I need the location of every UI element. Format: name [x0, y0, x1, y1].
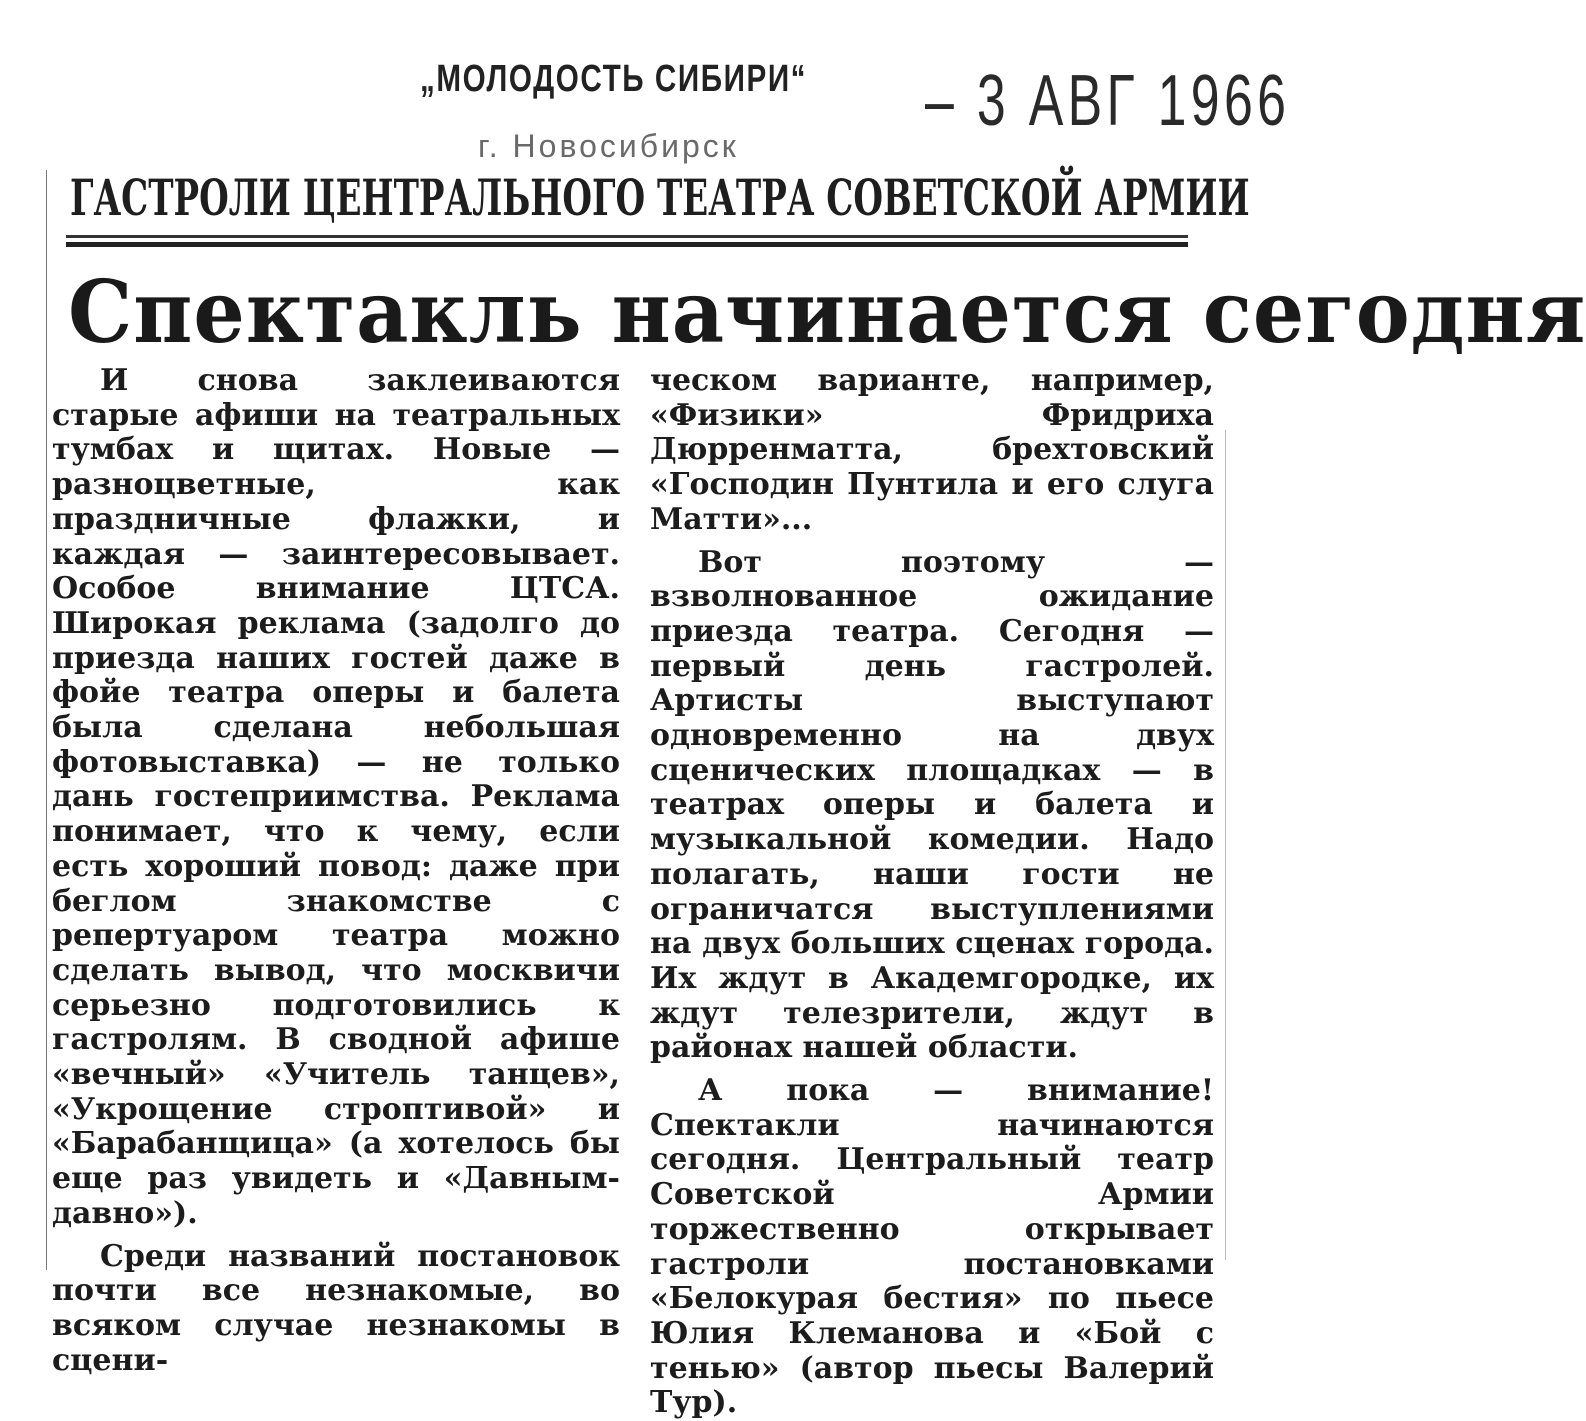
- paragraph: И снова заклеиваются старые афиши на театральных тумбах и щитах. Новые — разноцветные, как праздничные флажки, и каждая — заинтересовывает. Особое внимание ЦТСА. Широкая реклама (задолго до приезда наших гостей даже в фойе театра оперы и балета была сделана небольшая фотовыставка) — не только дань гостеприимства. Реклама понимает, что к чему, если есть хороший повод: даже при беглом знакомстве с репертуаром театра можно сделать вывод, что москвичи серьезно подготовились к гастролям. В сводной афише «вечный» «Учитель танцев», «Укрощение строптивой» и «Барабанщица» (а хотелось бы еще раз увидеть и «Давным-давно»).: [52, 363, 620, 1231]
- article-column-right: [650, 364, 1214, 1421]
- article-headline: Спектакль начинается сегодня: [68, 262, 1586, 363]
- date-stamp: – 3 АВГ 1966: [925, 61, 1291, 141]
- left-border-line: [46, 170, 47, 1270]
- rubric-heading: ГАСТРОЛИ ЦЕНТРАЛЬНОГО ТЕАТРА СОВЕТСКОЙ АРМИИ: [70, 168, 1250, 227]
- article-column-left: [52, 364, 620, 1378]
- paragraph: Вот поэтому — взволнованное ожидание приезда театра. Сегодня — первый день гастролей. Артисты выступают одновременно на двух сценических площадках — в театрах оперы и балета и музыкальной комедии. Надо полагать, наши гости не ограничатся выступлениями на двух больших сценах города. Их ждут в Академгородке, их ждут телезрители, ждут в районах нашей области.: [650, 544, 1214, 1066]
- right-border-line: [1225, 430, 1226, 1260]
- paragraph: ческом варианте, например, «Физики» Фридриха Дюрренматта, брехтовский «Господин Пунтила и его слуга Матти»...: [650, 363, 1214, 537]
- rubric-underline-thin: [66, 235, 1188, 238]
- newspaper-name: „МОЛОДОСТЬ СИБИРИ“: [420, 58, 808, 100]
- city-stamp: г. Новосибирск: [478, 128, 739, 164]
- rubric-underline-thick: [66, 242, 1188, 247]
- paragraph: Среди названий постановок почти все незнакомые, во всяком случае незнакомы в сцени-: [52, 1238, 620, 1378]
- paragraph: А пока — внимание! Спектакли начинаются сегодня. Центральный театр Советской Армии торжественно открывает гастроли постановками «Белокурая бестия» по пьесе Юлия Клеманова и «Бой с тенью» (автор пьесы Валерий Тур).: [650, 1073, 1214, 1421]
